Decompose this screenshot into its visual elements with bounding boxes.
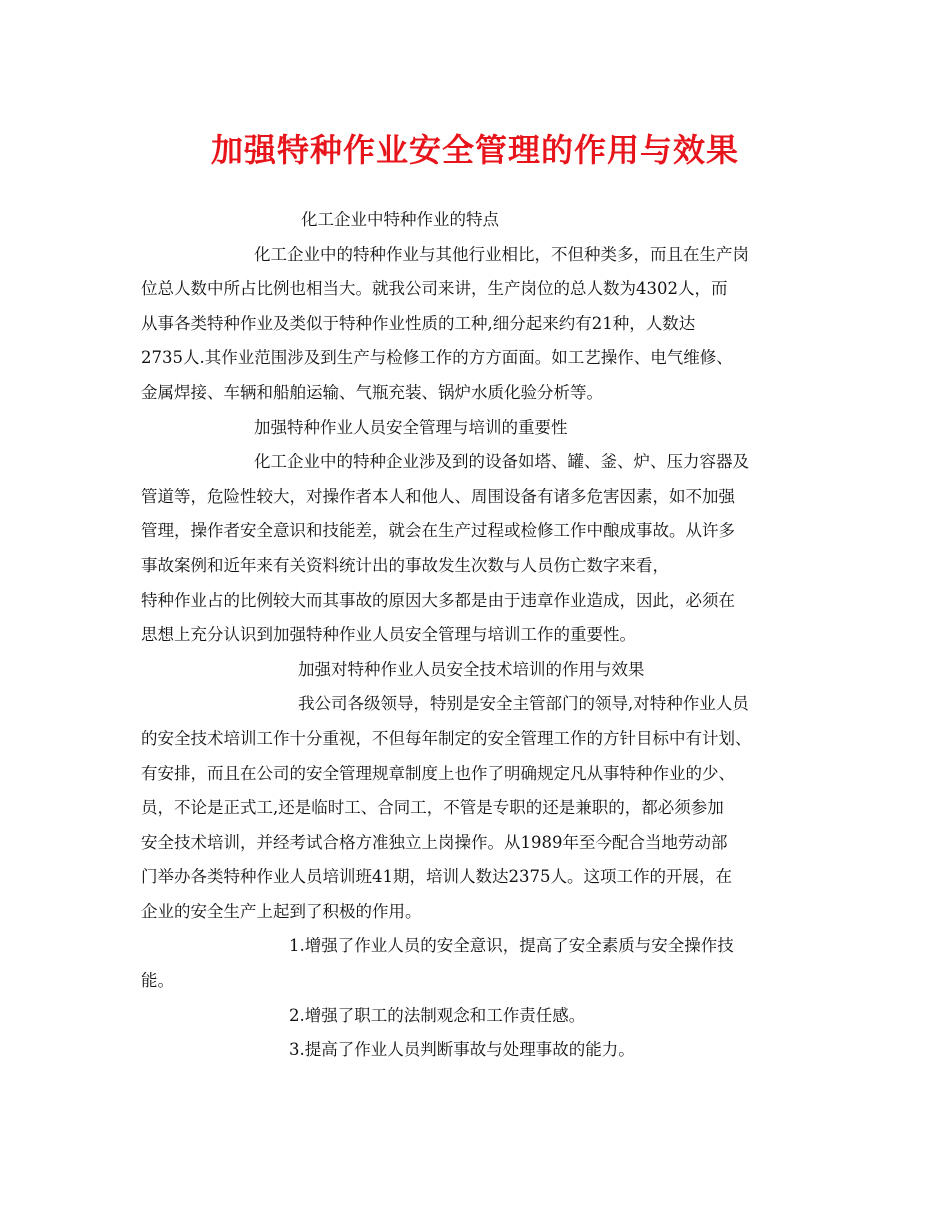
paragraph-line: 思想上充分认识到加强特种作业人员安全管理与培训工作的重要性。 — [141, 625, 636, 645]
paragraph-line: 金属焊接、车辆和船舶运输、气瓶充装、锅炉水质化验分析等。 — [141, 382, 603, 402]
paragraph-line: 化工企业中的特种作业与其他行业相比，不但种类多，而且在生产岗 — [254, 244, 749, 264]
paragraph-line: 事故案例和近年来有关资料统计出的事故发生次数与人员伤亡数字来看， — [141, 555, 669, 575]
paragraph-line: 安全技术培训，并经考试合格方准独立上岗操作。从1989年至今配合当地劳动部 — [141, 832, 728, 852]
paragraph-line: 位总人数中所占比例也相当大。就我公司来讲，生产岗位的总人数为4302人，而 — [141, 279, 728, 299]
paragraph-line: 从事各类特种作业及类似于特种作业性质的工种,细分起来约有21种，人数达 — [141, 313, 696, 333]
list-item-3: 3.提高了作业人员判断事故与处理事故的能力。 — [289, 1040, 635, 1060]
section-heading-characteristics: 化工企业中特种作业的特点 — [301, 210, 499, 229]
section-heading-importance: 加强特种作业人员安全管理与培训的重要性 — [254, 417, 568, 437]
paragraph-line: 2735人.其作业范围涉及到生产与检修工作的方方面面。如工艺操作、电气维修、 — [141, 348, 733, 368]
list-item-2: 2.增强了职工的法制观念和工作责任感。 — [289, 1005, 586, 1025]
paragraph-line: 企业的安全生产上起到了积极的作用。 — [141, 901, 422, 921]
paragraph-line: 管理，操作者安全意识和技能差，就会在生产过程或检修工作中酿成事故。从许多 — [141, 521, 735, 541]
paragraph-line: 员，不论是正式工,还是临时工、合同工，不管是专职的还是兼职的，都必须参加 — [141, 798, 724, 818]
section-heading-training-effect: 加强对特种作业人员安全技术培训的作用与效果 — [298, 659, 645, 679]
paragraph-line: 的安全技术培训工作十分重视，不但每年制定的安全管理工作的方针目标中有计划、 — [141, 728, 752, 748]
document-body — [141, 203, 821, 1068]
list-item-1-continuation: 能。 — [141, 971, 174, 991]
paragraph-line: 门举办各类特种作业人员培训班41期，培训人数达2375人。这项工作的开展，在 — [141, 867, 732, 887]
document-title: 加强特种作业安全管理的作用与效果 — [210, 131, 739, 169]
paragraph-line: 特种作业占的比例较大而其事故的原因大多都是由于违章作业造成，因此，必须在 — [141, 590, 735, 610]
paragraph-line: 管道等，危险性较大，对操作者本人和他人、周围设备有诸多危害因素，如不加强 — [141, 486, 735, 506]
paragraph-line: 有安排，而且在公司的安全管理规章制度上也作了明确规定凡从事特种作业的少、 — [141, 763, 735, 783]
paragraph-line: 我公司各级领导，特别是安全主管部门的领导,对特种作业人员 — [298, 694, 749, 714]
paragraph-line: 化工企业中的特种企业涉及到的设备如塔、罐、釜、炉、压力容器及 — [254, 452, 749, 472]
list-item-1: 1.增强了作业人员的安全意识，提高了安全素质与安全操作技 — [289, 936, 734, 956]
